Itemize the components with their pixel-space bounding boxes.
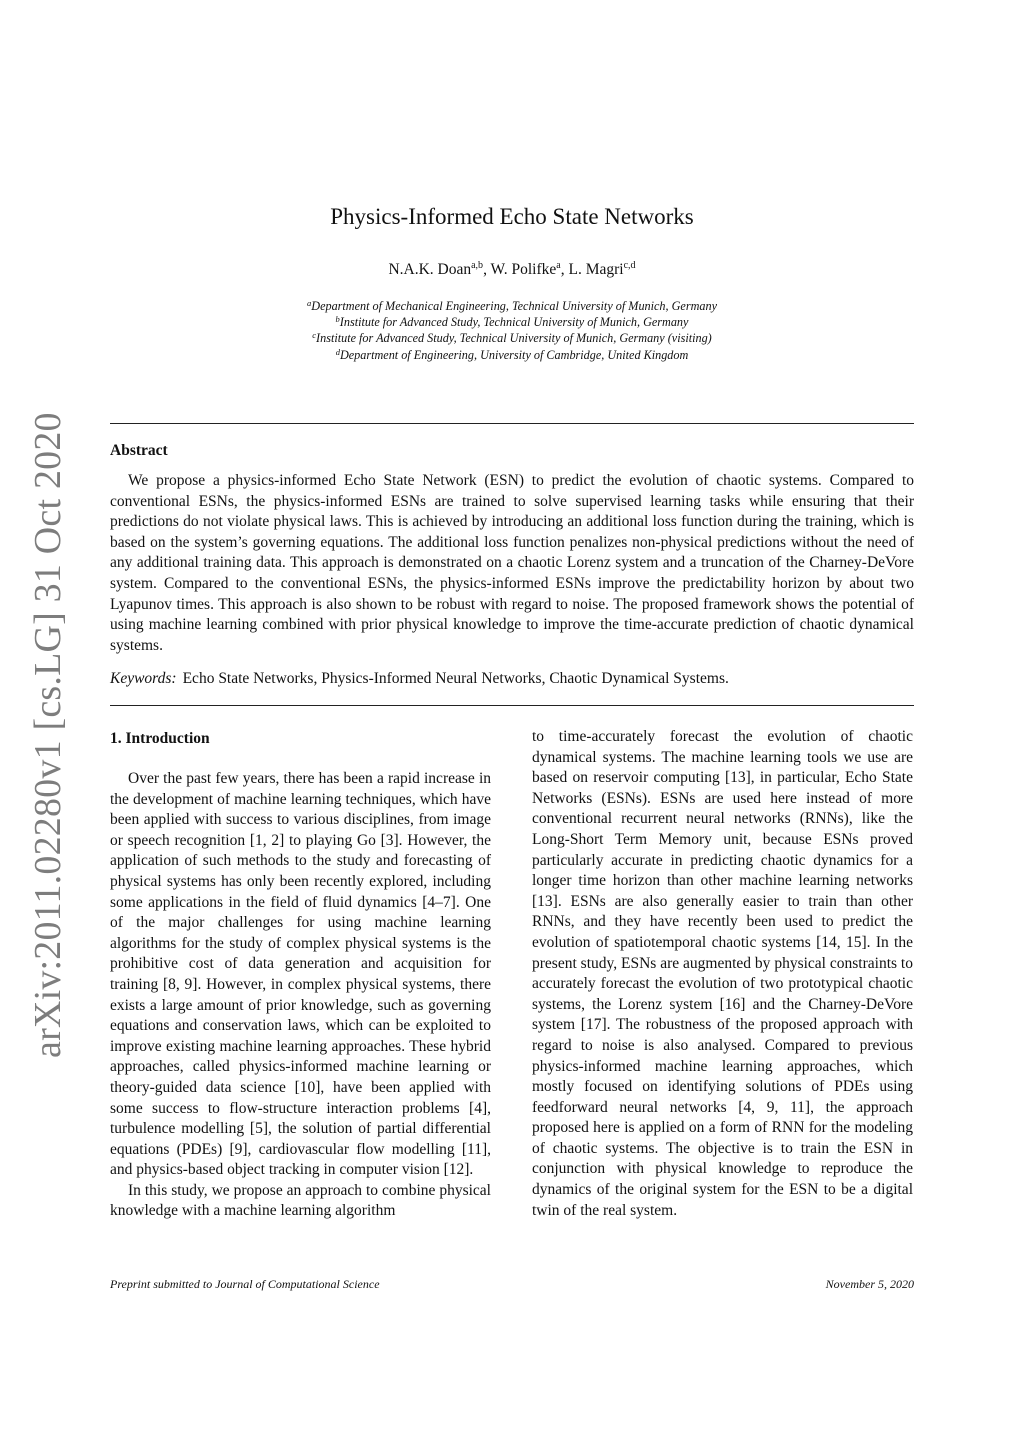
abstract-top-rule: [110, 423, 914, 424]
author-affiliation-mark: a: [556, 260, 561, 271]
author-name: L. Magri: [568, 261, 624, 278]
footer-journal-note: Preprint submitted to Journal of Computational Science: [110, 1277, 380, 1291]
affiliation-list: [110, 298, 914, 363]
affiliation-text: Department of Engineering, University of Cambridge, United Kingdom: [339, 347, 689, 362]
author-name: N.A.K. Doan: [388, 261, 472, 278]
body-paragraph: to time-accurately forecast the evolution of chaotic dynamical systems. The machine learning tools we use are based on reservoir computing [13], in particular, Echo State Networks (ESNs). ESNs are used here instead of more conventional recurrent neural networks (RNNs), like the Long-Short Term Memory unit, because ESNs proved particularly accurate in predicting chaotic dynamics for a longer time horizon than other machine learning networks [13]. ESNs are also generally easier to train than other RNNs, and they have recently been used to predict the evolution of spatiotemporal chaotic systems [14, 15]. In the present study, ESNs are augmented by physical constraints to accurately forecast the evolution of two prototypical chaotic systems, the Lorenz system [16] and the Charney-DeVore system [17]. The robustness of the proposed approach with regard to noise is also analysed. Compared to previous physics-informed machine learning approaches, which mostly focused on identifying solutions of PDEs using feedforward neural networks [4, 9, 11], the approach proposed here is applied on a form of RNN for the modeling of chaotic systems. The objective is to train the ESN in conjunction with physical knowledge to reproduce the dynamics of the original system for the ESN to be a digital twin of the real system.: [532, 728, 913, 1219]
author-list: [110, 260, 914, 280]
keywords-label: Keywords:: [110, 670, 177, 687]
affiliation-mark: c: [312, 330, 317, 341]
author-separator: ,: [560, 261, 569, 278]
section-heading-introduction: 1. Introduction: [110, 730, 210, 747]
author-separator: ,: [483, 261, 491, 278]
affiliation-line: [110, 314, 914, 330]
author-affiliation-mark: a,b: [471, 260, 484, 271]
paper-title: Physics-Informed Echo State Networks: [330, 204, 694, 229]
left-column: [110, 727, 491, 1222]
keywords-line: [110, 669, 914, 689]
affiliation-mark: d: [335, 346, 340, 357]
affiliation-mark: a: [307, 298, 312, 308]
affiliation-line: [110, 298, 914, 314]
affiliation-mark: b: [335, 314, 340, 325]
abstract-body: We propose a physics-informed Echo State Network (ESN) to predict the evolution of chaotic systems. Compared to conventional ESNs, the physics-informed ESNs are trained to solve supervised learning tasks while ensuring that their predictions do not violate physical laws. This is achieved by introducing an additional loss function during the training, which is based on the system’s governing equations. The additional loss function penalizes non-physical predictions without the need of any additional training data. This approach is demonstrated on a chaotic Lorenz system and a truncation of the Charney-DeVore system. Compared to the conventional ESNs, the physics-informed ESNs improve the predictability horizon by about two Lyapunov times. This approach is also shown to be robust with regard to noise. The proposed framework shows the potential of using machine learning combined with prior physical knowledge to improve the time-accurate prediction of chaotic dynamical systems.: [110, 472, 914, 654]
author-affiliation-mark: c,d: [623, 260, 636, 271]
body-paragraph: In this study, we propose an approach to combine physical knowledge with a machine learning algorithm: [110, 1181, 491, 1220]
keywords-text: Echo State Networks, Physics-Informed Neural Networks, Chaotic Dynamical Systems.: [182, 670, 729, 687]
affiliation-line: [110, 347, 914, 363]
affiliation-text: Department of Mechanical Engineering, Technical University of Munich, Germany: [311, 299, 717, 313]
affiliation-text: Institute for Advanced Study, Technical University of Munich, Germany (visiting): [316, 331, 712, 346]
body-paragraph: Over the past few years, there has been a rapid increase in the development of machine learning techniques, which have been applied with success to various disciplines, from image or speech recognition [1, 2] to playing Go [3]. However, the application of such methods to the study and forecasting of physical systems has only been recently explored, including some applications in the field of fluid dynamics [4–7]. One of the major challenges for using machine learning algorithms for the study of complex physical systems is the prohibitive cost of data generation and acquisition for training [8, 9]. However, in complex physical systems, there exists a large amount of prior knowledge, such as governing equations and conservation laws, which can be exploited to improve existing machine learning approaches. These hybrid approaches, called physics-informed machine learning or theory-guided data science [10], have been applied with some success to flow-structure interaction problems [4], turbulence modelling [5], the solution of partial differential equations (PDEs) [9], cardiovascular flow modelling [11], and physics-based object tracking in computer vision [12].: [110, 770, 491, 1179]
arxiv-identifier-stamp[interactable]: arXiv:2011.02280v1 [cs.LG] 31 Oct 2020: [27, 412, 69, 1058]
abstract-heading: Abstract: [110, 442, 168, 459]
affiliation-text: Institute for Advanced Study, Technical University of Munich, Germany: [339, 315, 689, 330]
author-name: W. Polifke: [490, 261, 557, 278]
footer-date: November 5, 2020: [825, 1277, 914, 1291]
abstract-bottom-rule: [110, 705, 914, 706]
right-column: [532, 727, 913, 1221]
affiliation-line: [110, 330, 914, 346]
